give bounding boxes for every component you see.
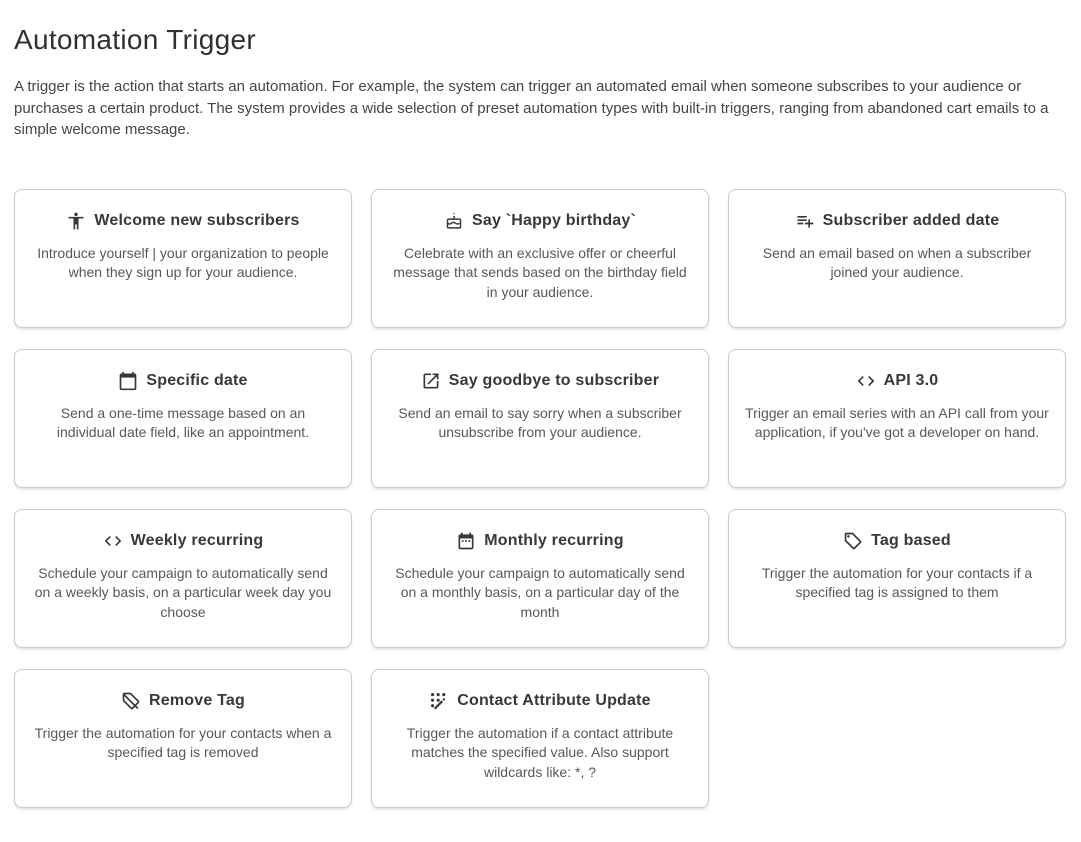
card-header <box>387 371 693 391</box>
trigger-card[interactable] <box>371 509 709 648</box>
card-header <box>387 531 693 551</box>
app-registration-icon <box>429 691 449 711</box>
tag-off-icon <box>121 691 141 711</box>
code-icon <box>856 371 876 391</box>
card-description: Trigger the automation if a contact attribute matches the specified value. Also support wildcards like: *, ? <box>406 724 674 780</box>
card-description: Introduce yourself | your organization to people when they sign up for your audience. <box>37 244 329 280</box>
calendar-range-icon <box>456 531 476 551</box>
card-title: Contact Attribute Update <box>457 691 651 709</box>
card-title: Monthly recurring <box>484 531 624 549</box>
calendar-icon <box>118 371 138 391</box>
card-header <box>30 691 336 711</box>
trigger-card[interactable] <box>14 349 352 488</box>
card-description: Trigger the automation for your contacts when a specified tag is removed <box>34 724 332 760</box>
code-icon <box>103 531 123 551</box>
accessibility-icon <box>66 211 86 231</box>
open-in-new-icon <box>421 371 441 391</box>
trigger-card[interactable] <box>728 189 1066 328</box>
card-title: Subscriber added date <box>822 211 1000 229</box>
card-header <box>744 211 1050 231</box>
card-title: Say goodbye to subscriber <box>448 371 660 389</box>
card-title: Tag based <box>871 531 951 549</box>
card-header <box>744 531 1050 551</box>
card-description: Send a one-time message based on an individual date field, like an appointment. <box>56 404 310 440</box>
page-title: Automation Trigger <box>14 24 256 55</box>
trigger-card[interactable] <box>371 349 709 488</box>
trigger-card[interactable] <box>14 189 352 328</box>
cake-icon <box>444 211 464 231</box>
trigger-card[interactable] <box>728 509 1066 648</box>
trigger-card[interactable] <box>371 189 709 328</box>
trigger-grid <box>14 189 1066 808</box>
card-title: Weekly recurring <box>130 531 264 549</box>
trigger-card[interactable] <box>371 669 709 808</box>
tag-icon <box>843 531 863 551</box>
trigger-card[interactable] <box>14 509 352 648</box>
card-header <box>387 211 693 231</box>
page-description: A trigger is the action that starts an automation. For example, the system can trigger an automated email when someone subscribes to your audience or purchases a certain product. The system provides a wide selection of preset automation types with built-in triggers, ranging from abandoned cart emails to a simple welcome message. <box>14 78 1049 138</box>
card-header <box>30 211 336 231</box>
card-header <box>30 531 336 551</box>
card-title: Welcome new subscribers <box>94 211 300 229</box>
card-header <box>744 371 1050 391</box>
card-description: Trigger the automation for your contacts if a specified tag is assigned to them <box>761 564 1033 600</box>
trigger-card[interactable] <box>728 349 1066 488</box>
card-description: Send an email to say sorry when a subscriber unsubscribe from your audience. <box>398 404 682 440</box>
card-description: Schedule your campaign to automatically send on a weekly basis, on a particular week day you choose <box>34 564 332 620</box>
card-header <box>30 371 336 391</box>
trigger-card[interactable] <box>14 669 352 808</box>
card-title: Remove Tag <box>149 691 245 709</box>
card-title: API 3.0 <box>883 371 939 389</box>
card-description: Trigger an email series with an API call from your application, if you've got a developer on hand. <box>745 404 1049 440</box>
playlist-add-icon <box>795 211 815 231</box>
card-title: Say `Happy birthday` <box>471 211 637 229</box>
card-description: Celebrate with an exclusive offer or cheerful message that sends based on the birthday field in your audience. <box>393 244 687 300</box>
card-description: Send an email based on when a subscriber joined your audience. <box>762 244 1032 280</box>
card-title: Specific date <box>146 371 248 389</box>
card-header <box>387 691 693 711</box>
card-description: Schedule your campaign to automatically send on a monthly basis, on a particular day of the month <box>395 564 685 620</box>
